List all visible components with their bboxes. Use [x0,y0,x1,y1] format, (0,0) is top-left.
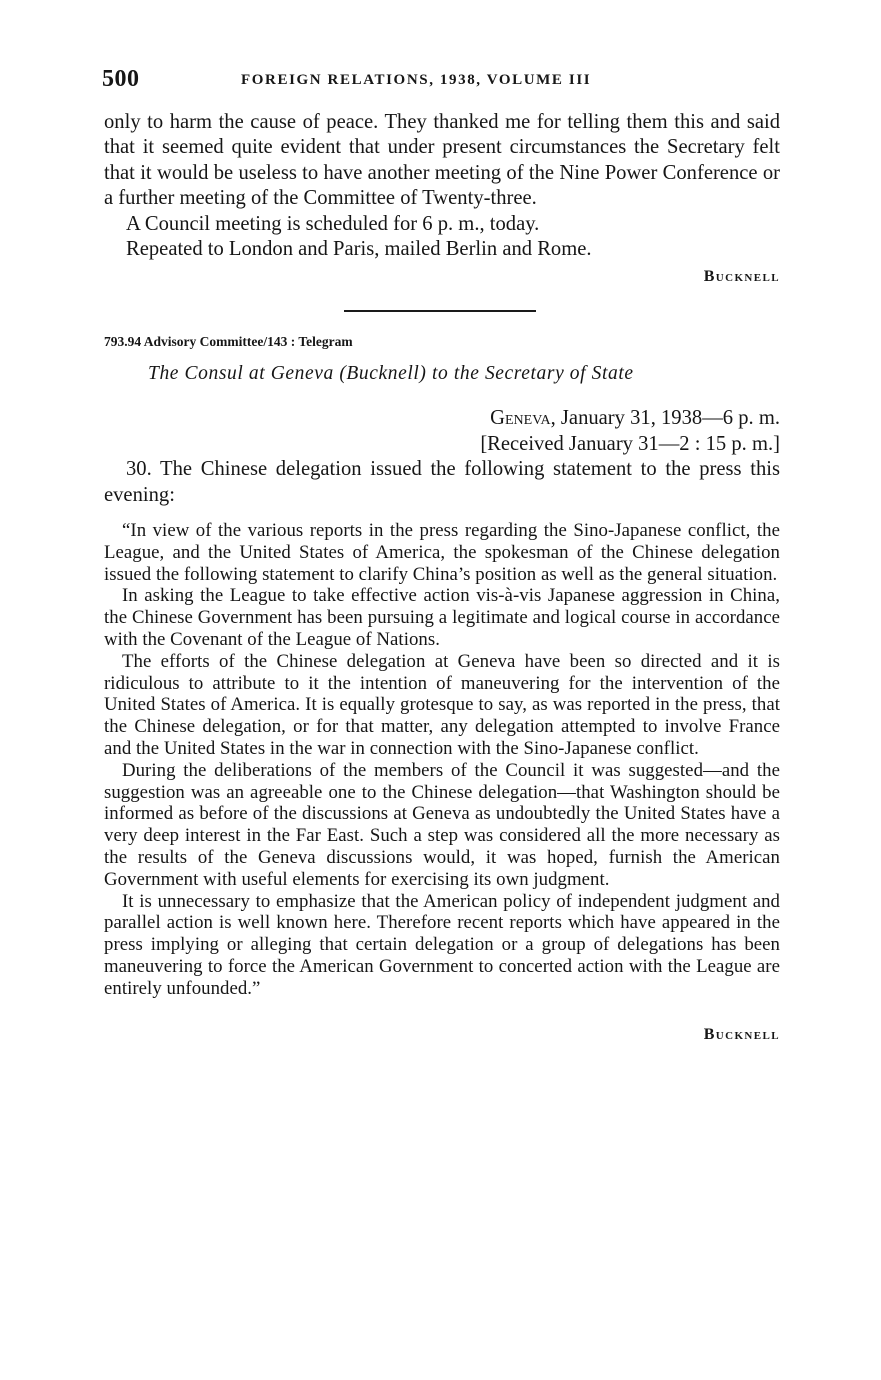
received-line: [Received January 31—2 : 15 p. m.] [480,432,780,455]
press-statement [104,520,780,1000]
statement-paragraph-1: “In view of the various reports in the press regarding the Sino-Japanese conflict, the League, and the United States of America, the spokesman of the Chinese delegation issued the following statement to clarify China’s position as well as the general situation. [104,520,780,585]
dateline [104,406,780,457]
council-meeting-note: A Council meeting is scheduled for 6 p. m., today. [126,212,540,235]
document-title: The Consul at Geneva (Bucknell) to the Secretary of State [148,363,634,385]
statement-paragraph-4: During the deliberations of the members of the Council it was suggested—and the suggestion was an agreeable one to the Chinese delegation—that Washington should be informed as before of the discussions at Geneva as undoubtedly the United States have a very deep interest in the Far East. Such a step was considered all the more necessary as the results of the Geneva discussions would, it was hoped, furnish the American Government with useful elements for exercising its own judgment. [104,759,780,890]
previous-signature-text: Bucknell [703,268,780,286]
statement-paragraph-5: It is unnecessary to emphasize that the American policy of independent judgment and parallel action is well known here. Therefore recent reports which have appeared in the press implying or alleging that certain delegation or a group of delegations has been maneuvering to force the American Government to concerted action with the League are entirely unfounded.” [104,890,780,999]
document-page [104,66,780,1044]
statement-paragraph-2: In asking the League to take effective action vis-à-vis Japanese aggression in China, the Chinese Government has been pursuing a legitimate and logical course in accordance with the Covenant of the League of Nations. [104,585,780,651]
dateline-main [104,406,780,431]
statement-paragraph-3: The efforts of the Chinese delegation at Geneva have been so directed and it is ridiculous to attribute to it the intention of maneuvering for the intervention of the United States of America. It is equally grotesque to say, as was reported in the press, that the Chinese delegation, or for that matter, any delegation attempted to involve France and the United States in the war in connection with the Sino-Japanese conflict. [104,650,780,760]
dateline-date: January 31, 1938—6 p. m. [560,407,780,430]
document-signature [104,1026,780,1044]
page-number: 500 [102,66,140,92]
running-head [104,66,780,96]
previous-doc-closing-paragraph: only to harm the cause of peace. They thanked me for telling them this and said that it seemed quite evident that under present circumstances the Secretary felt that it would be useless to have another meeting of the Nine Power Conference or a further meeting of the Committee of Twenty-three. [104,111,780,210]
running-title: FOREIGN RELATIONS, 1938, VOLUME III [241,72,592,88]
telegram-intro: 30. The Chinese delegation issued the following statement to the press this evening: [104,458,780,506]
previous-doc-signature [104,264,780,290]
dateline-place: Geneva, [490,407,556,430]
repeated-note: Repeated to London and Paris, mailed Berlin and Rome. [126,238,592,261]
file-reference: 793.94 Advisory Committee/143 : Telegram [104,334,353,350]
section-divider [344,310,536,312]
document-signature-text: Bucknell [703,1025,780,1043]
